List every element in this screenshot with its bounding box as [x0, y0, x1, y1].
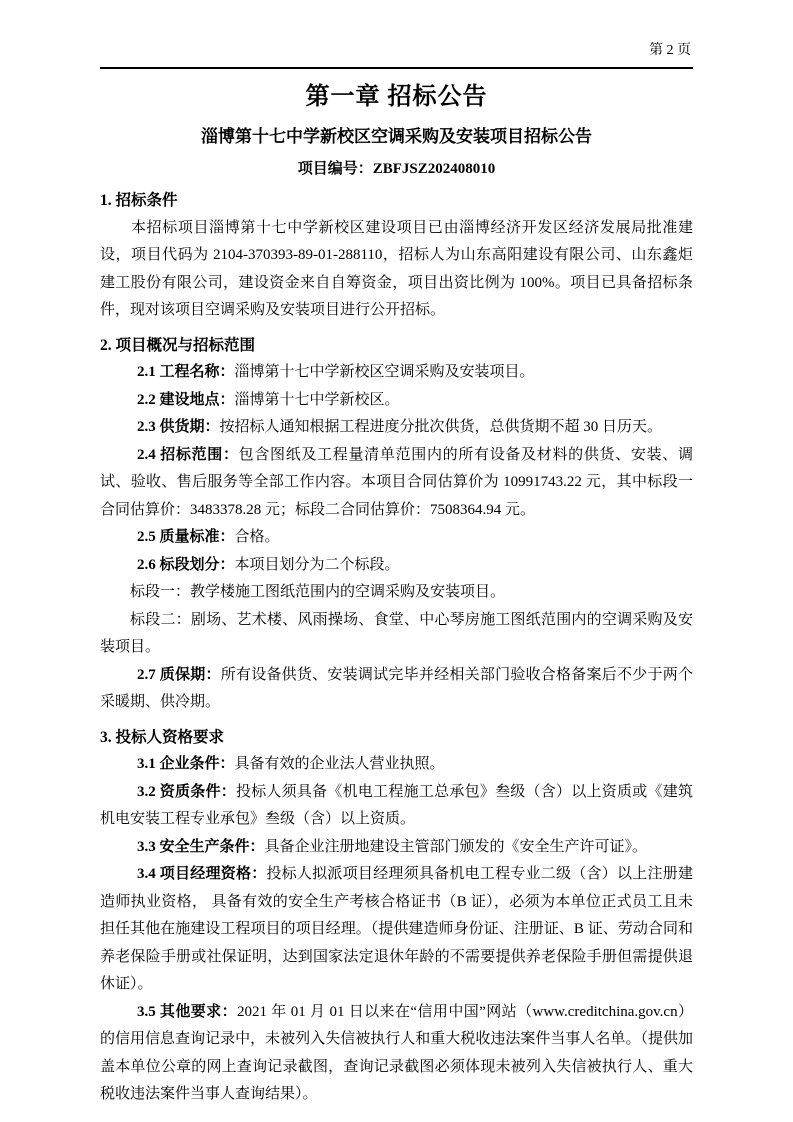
clause-3-4 — [100, 861, 693, 999]
clause-3-1 — [100, 751, 693, 779]
section-bidder-qualifications — [100, 724, 693, 1109]
clause-2-2-label: 2.2 建设地点： — [137, 391, 235, 408]
clause-3-5-text: 2021 年 01 月 01 日以来在“信用中国”网站（www.creditchina.gov.cn）的信用信息查询记录中，未被列入失信被执行人和重大税收违法案件当事人名单。（提供加盖本单位公章的网上查询记录截图，查询记录截图必须体现未被列入失信被执行人、重大税收违法案件当事人查询结果）。 — [100, 1003, 693, 1102]
clause-2-4 — [100, 442, 693, 525]
page-number: 第 2 页 — [649, 43, 691, 58]
clause-3-4-text: 投标人拟派项目经理须具备机电工程专业二级（含）以上注册建造师执业资格， 具备有效的安全生产考核合格证书（B 证），必须为本单位正式员工且未担任其他在施建设工程项目的项目经理。（提供建造师身份证、注册证、B 证、劳动合同和养老保险手册或社保证明，达到国家法定退休年龄的不需要提供养老保险手册但需提供退休证）。 — [100, 866, 693, 992]
clause-2-3-label: 2.3 供货期： — [137, 419, 220, 435]
clause-2-6-label: 2.6 标段划分： — [137, 556, 235, 573]
document-title: 淄博第十七中学新校区空调采购及安装项目招标公告 — [201, 127, 592, 146]
clause-2-6 — [100, 552, 693, 580]
clause-3-2-label: 3.2 资质条件： — [137, 783, 236, 800]
clause-3-2 — [100, 779, 693, 834]
clause-2-5 — [100, 524, 693, 552]
section-3-heading: 3. 投标人资格要求 — [100, 728, 225, 746]
clause-3-3-text: 具备企业注册地建设主管部门颁发的《安全生产许可证》。 — [264, 838, 648, 855]
chapter-title: 第一章 招标公告 — [305, 84, 488, 110]
clause-2-3-text: 按招标人通知根据工程进度分批次供货，总供货期不超 30 日历天。 — [219, 419, 663, 435]
clause-3-3 — [100, 834, 693, 862]
section-2-heading: 2. 项目概况与招标范围 — [100, 336, 256, 354]
clause-2-7-label: 2.7 质保期： — [137, 666, 221, 683]
clause-2-2 — [100, 387, 693, 415]
header-rule — [100, 67, 693, 69]
clause-2-6-text: 本项目划分为二个标段。 — [234, 556, 400, 573]
clause-2-5-label: 2.5 质量标准： — [137, 529, 235, 545]
section-project-overview — [100, 332, 693, 717]
clause-2-3 — [100, 414, 693, 442]
clause-3-2-text: 投标人须具备《机电工程施工总承包》叁级（含）以上资质或《建筑机电安装工程专业承包》叁级（含）以上资质。 — [100, 783, 693, 827]
clause-2-2-text: 淄博第十七中学新校区。 — [234, 391, 400, 408]
clause-2-4-label: 2.4 招标范围： — [137, 446, 239, 463]
project-number: 项目编号：ZBFJSZ202408010 — [297, 161, 496, 177]
clause-3-3-label: 3.3 安全生产条件： — [137, 838, 265, 855]
clause-3-1-label: 3.1 企业条件： — [137, 756, 235, 772]
clause-2-1-label: 2.1 工程名称： — [137, 364, 235, 380]
clause-2-5-text: 合格。 — [234, 529, 280, 545]
lot-2-text: 标段二：剧场、艺术楼、风雨操场、食堂、中心琴房施工图纸范围内的空调采购及安装项目。 — [100, 611, 693, 655]
clause-3-1-text: 具备有效的企业法人营业执照。 — [234, 756, 445, 772]
lot-1-text: 标段一：教学楼施工图纸范围内的空调采购及安装项目。 — [130, 584, 506, 600]
lot-1-paragraph — [100, 579, 693, 607]
section-1-paragraph: 本招标项目淄博第十七中学新校区建设项目已由淄博经济开发区经济发展局批准建设，项目代码为 2104-370393-89-01-288110，招标人为山东高阳建设有限公司、山东鑫炬建工股份有限公司，建设资金来自自筹资金，项目出资比例为 100%。项目已具备招标条件，现对该项目空调采购及安装项目进行公开招标。 — [100, 219, 693, 318]
section-bidding-conditions — [100, 187, 693, 325]
clause-2-1-text: 淄博第十七中学新校区空调采购及安装项目。 — [234, 364, 535, 380]
clause-3-5-label: 3.5 其他要求： — [137, 1003, 238, 1020]
clause-3-4-label: 3.4 项目经理资格： — [137, 866, 267, 882]
clause-2-1 — [100, 359, 693, 387]
clause-2-7-text: 所有设备供货、安装调试完毕并经相关部门验收合格备案后不少于两个采暖期、供冷期。 — [100, 666, 693, 710]
lot-2-paragraph — [100, 607, 693, 662]
clause-2-7 — [100, 662, 693, 717]
clause-2-4-text: 包含图纸及工程量清单范围内的所有设备及材料的供货、安装、调试、验收、售后服务等全部工作内容。本项目合同估算价为 10991743.22 元，其中标段一合同估算价：3483378.28 元；标段二合同估算价：7508364.94 元。 — [100, 446, 693, 518]
section-1-heading: 1. 招标条件 — [100, 192, 178, 209]
clause-3-5 — [100, 999, 693, 1109]
